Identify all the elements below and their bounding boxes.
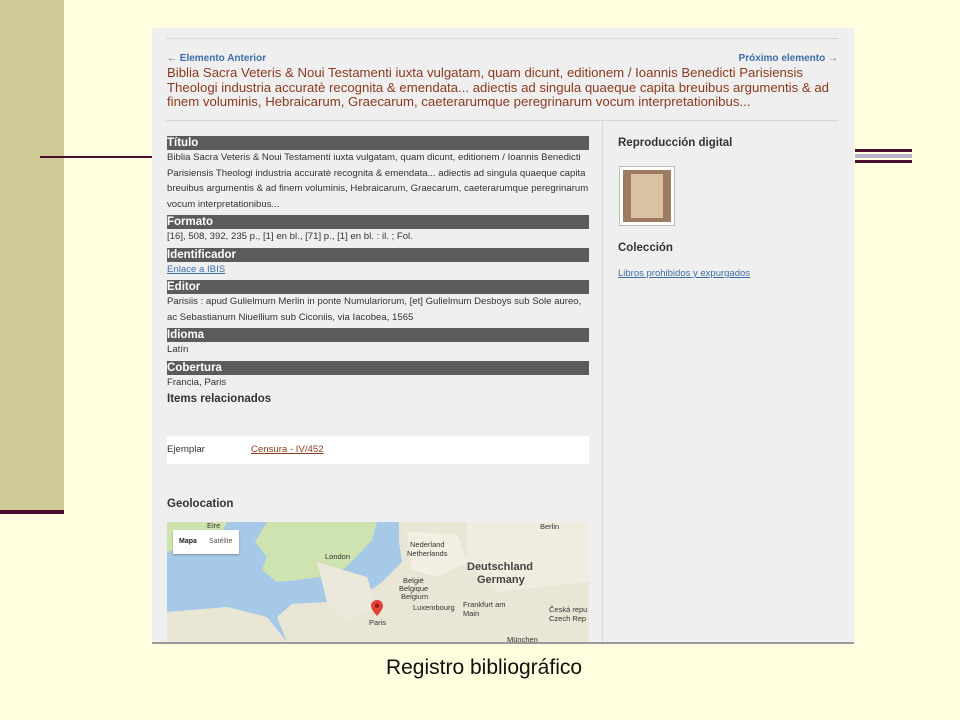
digital-reproduction-heading: Reproducción digital [618, 137, 733, 149]
field-label-identifier: Identificador [167, 248, 589, 262]
column-divider [602, 121, 603, 642]
field-value-language: Latín [167, 344, 189, 355]
location-pin-icon[interactable] [371, 600, 383, 616]
left-decor-line [0, 510, 64, 514]
map-label: Czech Rep [549, 614, 587, 623]
related-item-label: Ejemplar [167, 444, 205, 455]
satellite-view-button[interactable]: Satélite [209, 538, 233, 545]
map-label: Luxembourg [413, 603, 455, 612]
map-label: Belgique [399, 584, 429, 593]
field-label-title: Título [167, 136, 589, 150]
field-label-coverage: Cobertura [167, 361, 589, 375]
related-item-link[interactable]: Censura - IV/452 [251, 444, 324, 455]
map-label: Eire [207, 522, 221, 530]
map-label: München [507, 635, 538, 642]
map-label: Germany [477, 574, 525, 586]
metadata-fields [167, 136, 589, 393]
field-label-format: Formato [167, 215, 589, 229]
map-type-toggle[interactable] [173, 530, 239, 554]
field-value-title: Biblia Sacra Veteris & Noui Testamenti iuxta vulgatam, quam dicunt, editionem / Ioannis Benedicti Parisiensis Theologi industria accuratè recognita & emendata... adiectis ad singula quaeque capita breuibus argumentis & ad finem voluminis, Hebraicarum, Graecarum, caeterarumque peregrinarum vocum interpretationibus... [167, 152, 589, 210]
map-label: Berlin [540, 522, 560, 531]
collection-link[interactable]: Libros prohibidos y expurgados [618, 268, 751, 279]
related-item-row [167, 436, 589, 464]
map[interactable] [167, 522, 589, 642]
map-label: Belgium [401, 592, 429, 601]
map-label: Netherlands [407, 549, 448, 558]
left-decor-band [0, 0, 64, 512]
previous-item-link[interactable]: ← Elemento Anterior [167, 53, 267, 64]
field-value-publisher: Parisiis : apud Gulielmum Merlin in ponte Numulariorum, [et] Gulielmum Desboys sub Sole aureo, ac Sebastianum Niuellium sub Ciconiis, via Iacobea, 1565 [167, 296, 582, 323]
next-item-link[interactable]: Próximo elemento → [738, 53, 838, 64]
map-view-button[interactable]: Mapa [179, 538, 197, 545]
map-label: Deutschland [467, 561, 534, 573]
geolocation-heading: Geolocation [167, 498, 234, 510]
related-items-heading: Items relacionados [167, 393, 272, 405]
field-value-format: [16], 508, 392, 235 p., [1] en bl., [71] p., [1] en bl. : il. ; Fol. [167, 231, 413, 242]
field-label-language: Idioma [167, 328, 589, 342]
map-label: België [403, 576, 424, 585]
slide-caption: Registro bibliográfico [385, 656, 583, 679]
map-label: Frankfurt am Main [463, 600, 506, 618]
item-title: Biblia Sacra Veteris & Noui Testamenti iuxta vulgatam, quam dicunt, editionem / Ioannis Benedicti Parisiensis Theologi industria accuratè recognita & emendata... adiectis ad singula quaeque capita breuibus argumentis & ad finem voluminis, Hebraicarum, Graecarum, caeterarumque peregrinarum vocum interpretationibus... [167, 65, 829, 109]
screenshot-panel [152, 28, 854, 644]
field-value-coverage: Francia, Paris [167, 376, 227, 388]
decor-lines-right [855, 149, 912, 169]
map-label: Nederland [410, 540, 445, 549]
header-divider [166, 120, 838, 121]
collection-heading: Colección [618, 242, 673, 254]
field-value-identifier [167, 262, 589, 278]
field-label-publisher: Editor [167, 280, 589, 294]
ibis-link[interactable]: Enlace a IBIS [167, 263, 226, 275]
map-label: Paris [369, 618, 387, 627]
map-label: London [325, 552, 351, 561]
book-thumbnail[interactable] [619, 166, 675, 226]
decor-line-left [40, 156, 155, 158]
top-divider [166, 38, 838, 39]
map-label: Česká repu [549, 605, 588, 614]
